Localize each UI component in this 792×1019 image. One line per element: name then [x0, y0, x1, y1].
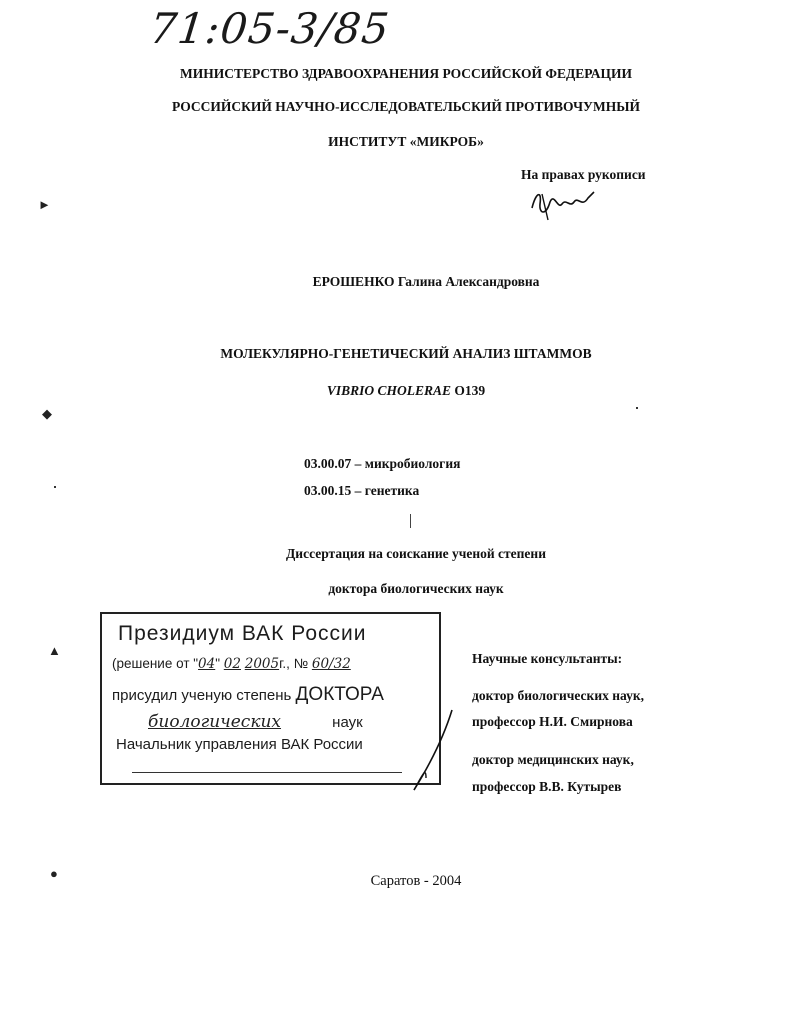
stamp-signature	[392, 706, 462, 796]
city-year: Саратов - 2004	[370, 873, 462, 889]
degree-line-1: Диссертация на соискание ученой степени	[286, 546, 546, 561]
consultants-heading: Научные консультанты:	[472, 651, 623, 666]
specialty-1: 03.00.07 – микробиология	[304, 456, 461, 471]
stamp-year-suffix: г., №	[279, 656, 309, 671]
speck	[410, 514, 411, 528]
stamp-awarded	[112, 684, 384, 706]
serogroup: O139	[454, 383, 486, 398]
speck	[636, 407, 638, 409]
species-name: VIBRIO CHOLERAE	[326, 383, 452, 398]
consultant-2-name: профессор В.В. Кутырев	[472, 779, 622, 794]
stamp-decision-prefix: (решение от	[112, 656, 190, 671]
specialty-2: 03.00.15 – генетика	[304, 483, 420, 498]
margin-mark: ▲	[48, 643, 61, 658]
rights-note: На правах рукописи	[521, 167, 646, 182]
stamp-field-hw: биологических	[148, 712, 282, 732]
stamp-number: 60/32	[311, 656, 351, 672]
institute-line-1: РОССИЙСКИЙ НАУЧНО-ИССЛЕДОВАТЕЛЬСКИЙ ПРОТИВОЧУМНЫЙ	[172, 99, 640, 114]
stamp-chief: Начальник управления ВАК России	[116, 736, 363, 753]
ministry-name: МИНИСТЕРСТВО ЗДРАВООХРАНЕНИЯ РОССИЙСКОЙ ФЕДЕРАЦИИ	[179, 66, 633, 81]
stamp-title: Президиум ВАК России	[118, 622, 367, 645]
stamp-decision: (решение от "04" 02 2005г., № 60/32	[112, 656, 351, 672]
margin-mark: ●	[50, 866, 58, 881]
dissertation-subtitle	[40, 383, 772, 399]
consultant-1-degree: доктор биологических наук,	[472, 688, 644, 703]
vak-stamp	[100, 612, 441, 785]
stamp-field	[148, 712, 363, 732]
archive-code: 71:05-3/85	[147, 4, 393, 53]
stamp-day: 04	[198, 656, 216, 672]
speck	[54, 486, 56, 488]
dissertation-title: МОЛЕКУЛЯРНО-ГЕНЕТИЧЕСКИЙ АНАЛИЗ ШТАММОВ	[220, 346, 592, 361]
stamp-signature-line	[132, 772, 402, 773]
consultant-2-degree: доктор медицинских наук,	[472, 752, 634, 767]
stamp-year: 2005	[244, 656, 280, 672]
stamp-awarded-text: присудил ученую степень	[112, 687, 292, 704]
stamp-month: 02	[223, 656, 241, 672]
degree-line-2: доктора биологических наук	[328, 581, 504, 596]
margin-mark: ◆	[42, 406, 52, 421]
institute-line-2: ИНСТИТУТ «МИКРОБ»	[328, 134, 484, 149]
signature	[528, 186, 598, 222]
margin-mark: ►	[38, 197, 51, 212]
author-name: ЕРОШЕНКО Галина Александровна	[312, 274, 540, 289]
stamp-degree: ДОКТОРА	[295, 684, 384, 705]
stamp-field-suffix: наук	[332, 714, 363, 731]
consultant-1-name: профессор Н.И. Смирнова	[472, 714, 633, 729]
